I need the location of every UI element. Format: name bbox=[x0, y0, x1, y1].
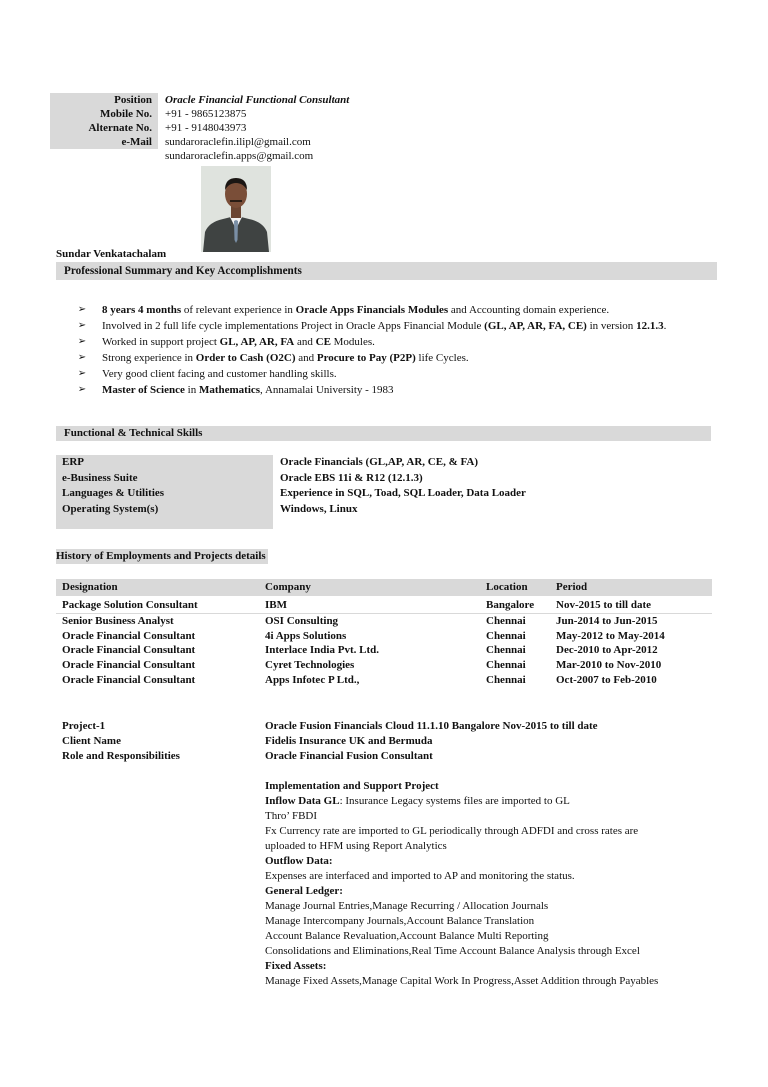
outflow-title: Outflow Data: bbox=[265, 855, 333, 867]
candidate-name: Sundar Venkatachalam bbox=[56, 248, 167, 260]
table-row bbox=[56, 614, 712, 629]
outflow-text: Expenses are interfaced and imported to AP and monitoring the status. bbox=[265, 870, 575, 882]
list-item: ➢ Strong experience in Order to Cash (O2C) and Procure to Pay (P2P) life Cycles. bbox=[77, 352, 469, 364]
implementation-title: Implementation and Support Project bbox=[265, 780, 439, 792]
cell-location: Chennai bbox=[486, 659, 526, 671]
cell-company: Interlace India Pvt. Ltd. bbox=[265, 644, 379, 656]
arrow-bullet-icon: ➢ bbox=[77, 320, 87, 331]
list-item: ➢ Very good client facing and customer handling skills. bbox=[77, 368, 337, 380]
position-label: Position bbox=[50, 93, 158, 107]
cell-location: Chennai bbox=[486, 615, 526, 627]
cell-designation: Oracle Financial Consultant bbox=[62, 659, 196, 671]
role-label: Role and Responsibilities bbox=[62, 750, 180, 762]
list-item: ➢ Worked in support project GL, AP, AR, FA and CE Modules. bbox=[77, 336, 375, 348]
thro-line: Thro’ FBDI bbox=[265, 810, 318, 822]
skills-value-column bbox=[280, 455, 526, 517]
cell-company: Cyret Technologies bbox=[265, 659, 355, 671]
gl-title: General Ledger: bbox=[265, 885, 343, 897]
arrow-bullet-icon: ➢ bbox=[77, 352, 87, 363]
cell-designation: Senior Business Analyst bbox=[62, 615, 174, 627]
cell-company: 4i Apps Solutions bbox=[265, 630, 347, 642]
skill-value: Oracle Financials (GL,AP, AR, CE, & FA) bbox=[280, 456, 478, 468]
cell-company: IBM bbox=[265, 599, 287, 611]
table-row bbox=[56, 629, 712, 644]
skill-value: Experience in SQL, Toad, SQL Loader, Data Loader bbox=[280, 487, 526, 499]
mobile-label: Mobile No. bbox=[50, 107, 158, 121]
gl-line: Manage Intercompany Journals,Account Balance Translation bbox=[265, 915, 535, 927]
skill-label: Operating System(s) bbox=[56, 502, 273, 529]
email-label: e-Mail bbox=[50, 135, 158, 149]
cell-designation: Oracle Financial Consultant bbox=[62, 674, 196, 686]
summary-section-title: Professional Summary and Key Accomplishments bbox=[56, 262, 717, 280]
col-header-designation: Designation bbox=[62, 581, 118, 593]
col-header-period: Period bbox=[556, 581, 588, 593]
project-labels bbox=[62, 719, 180, 764]
skills-section-title: Functional & Technical Skills bbox=[56, 426, 711, 441]
email-value-1: sundaroraclefin.ilipl@gmail.com bbox=[165, 136, 311, 148]
gl-line: Account Balance Revaluation,Account Balance Multi Reporting bbox=[265, 930, 549, 942]
client-value: Fidelis Insurance UK and Bermuda bbox=[265, 735, 433, 747]
project-details bbox=[265, 719, 658, 989]
role-value: Oracle Financial Fusion Consultant bbox=[265, 750, 433, 762]
project-value: Oracle Fusion Financials Cloud 11.1.10 Bangalore Nov-2015 to till date bbox=[265, 720, 598, 732]
cell-period: Dec-2010 to Apr-2012 bbox=[556, 644, 658, 656]
gl-line: Consolidations and Eliminations,Real Time Account Balance Analysis through Excel bbox=[265, 945, 640, 957]
skill-value: Oracle EBS 11i & R12 (12.1.3) bbox=[280, 471, 423, 484]
skill-label: Languages & Utilities bbox=[56, 486, 273, 502]
table-row bbox=[56, 643, 712, 658]
cell-designation: Oracle Financial Consultant bbox=[62, 644, 196, 656]
cell-company: Apps Infotec P Ltd., bbox=[265, 674, 360, 686]
employment-header-row bbox=[56, 579, 712, 596]
col-header-location: Location bbox=[486, 581, 528, 593]
table-row bbox=[56, 658, 712, 673]
cell-location: Bangalore bbox=[486, 599, 535, 611]
table-row bbox=[56, 673, 712, 688]
alternate-label: Alternate No. bbox=[50, 121, 158, 135]
table-row bbox=[56, 597, 712, 614]
gl-line: Manage Journal Entries,Manage Recurring / Allocation Journals bbox=[265, 900, 549, 912]
cell-period: May-2012 to May-2014 bbox=[556, 630, 665, 642]
arrow-bullet-icon: ➢ bbox=[77, 336, 87, 347]
person-photo-icon bbox=[201, 166, 271, 252]
col-header-company: Company bbox=[265, 581, 311, 593]
cell-location: Chennai bbox=[486, 644, 526, 656]
fx-line-2: uploaded to HFM using Report Analytics bbox=[265, 840, 447, 852]
client-label: Client Name bbox=[62, 735, 121, 747]
mobile-value: +91 - 9865123875 bbox=[165, 108, 247, 120]
profile-photo bbox=[201, 166, 271, 252]
skill-label: ERP bbox=[56, 455, 273, 471]
cell-period: Nov-2015 to till date bbox=[556, 599, 652, 611]
contact-block bbox=[50, 93, 349, 163]
list-item: ➢ Master of Science in Mathematics, Annamalai University - 1983 bbox=[77, 384, 394, 396]
list-item: ➢ Involved in 2 full life cycle implementations Project in Oracle Apps Financial Module (GL, AP, AR, FA, CE) in version 12.1.3. bbox=[77, 320, 667, 332]
position-value: Oracle Financial Functional Consultant bbox=[165, 94, 350, 106]
summary-list bbox=[76, 302, 666, 398]
employment-section-title: History of Employments and Projects details bbox=[56, 550, 266, 562]
fa-title: Fixed Assets: bbox=[265, 960, 327, 972]
arrow-bullet-icon: ➢ bbox=[77, 304, 87, 315]
cell-location: Chennai bbox=[486, 674, 526, 686]
fx-line-1: Fx Currency rate are imported to GL periodically through ADFDI and cross rates are bbox=[265, 825, 639, 837]
skill-label: e-Business Suite bbox=[56, 471, 273, 487]
cell-designation: Oracle Financial Consultant bbox=[62, 630, 196, 642]
alternate-value: +91 - 9148043973 bbox=[165, 122, 247, 134]
cell-period: Jun-2014 to Jun-2015 bbox=[556, 615, 658, 627]
inflow-line: Inflow Data GL: Insurance Legacy systems files are imported to GL bbox=[265, 795, 570, 807]
arrow-bullet-icon: ➢ bbox=[77, 384, 87, 395]
cell-period: Oct-2007 to Feb-2010 bbox=[556, 674, 657, 686]
skills-label-column bbox=[56, 455, 273, 529]
cell-location: Chennai bbox=[486, 630, 526, 642]
skill-value: Windows, Linux bbox=[280, 502, 358, 515]
list-item: ➢ 8 years 4 months of relevant experience in Oracle Apps Financials Modules and Accounting domain experience. bbox=[77, 304, 610, 316]
project-label: Project-1 bbox=[62, 720, 106, 732]
arrow-bullet-icon: ➢ bbox=[77, 368, 87, 379]
cell-period: Mar-2010 to Nov-2010 bbox=[556, 659, 662, 671]
email-value-2: sundaroraclefin.apps@gmail.com bbox=[165, 150, 314, 162]
fa-line: Manage Fixed Assets,Manage Capital Work In Progress,Asset Addition through Payables bbox=[265, 975, 659, 987]
cell-designation: Package Solution Consultant bbox=[62, 599, 198, 611]
cell-company: OSI Consulting bbox=[265, 615, 339, 627]
